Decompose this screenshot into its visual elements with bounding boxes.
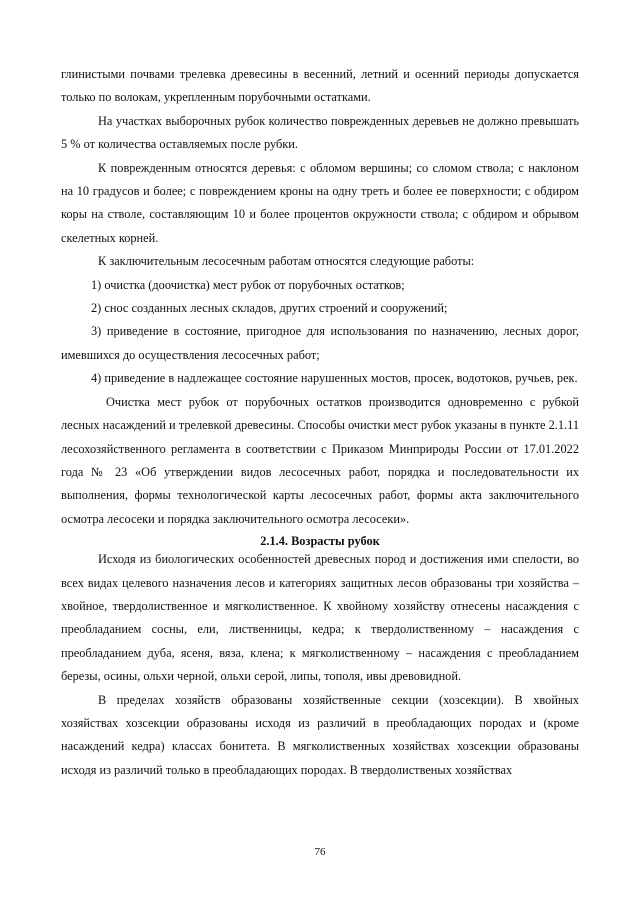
paragraph-site-cleaning: Очистка мест рубок от порубочных остатков производится одновременно с рубкой лесных насаждений и трелевкой древесины. Способы очистки мест рубок указаны в пункте 2.1.11 лесохозяйственного регламента в соответствии с Приказом Минприроды России от 17.01.2022 года № 23 «Об утверждении видов лесосечных работ, порядка и последовательности их выполнения, формы технологической карты лесосечных работ, формы акта заключительного осмотра лесосеки и порядка заключительного осмотра лесосеки». [61, 394, 579, 526]
page-number: 76 [314, 846, 326, 858]
paragraph-sections: В пределах хозяйств образованы хозяйственные секции (хозсекции). В хвойных хозяйствах хозсекции образованы исходя из различий в преобладающих породах и (кроме насаждений кедра) классах бонитета. В мягколиственных хозяйствах хозсекции образованы исходя из различий только в преобладающих породах. В твердолиственых хозяйствах [61, 692, 579, 777]
paragraph-farms: Исходя из биологических особенностей древесных пород и достижения ими спелости, во всех видах целевого назначения лесов и категориях защитных лесов образованы три хозяйства – хвойное, твердолиственное и мягколиственное. К хвойному хозяйству отнесены насаждения с преобладанием сосны, ели, лиственницы, кедра; к твердолиственному – насаждения с преобладанием дуба, ясеня, вяза, клена; к мягколиственному – насаждения с преобладанием березы, осины, ольхи черной, ольхи серой, липы, тополя, ивы древовидной. [61, 552, 579, 684]
list-item-roads: 3) приведение в состояние, пригодное для использования по назначению, лесных дорог, имевшихся до осуществления лесосечных работ; [61, 324, 579, 362]
paragraph-damage-limit: На участках выборочных рубок количество поврежденных деревьев не должно превышать 5 % от количества оставляемых после рубки. [61, 113, 579, 152]
list-item-bridges: 4) приведение в надлежащее состояние нарушенных мостов, просек, водотоков, ручьев, рек. [91, 371, 578, 386]
section-heading: 2.1.4. Возрасты рубок [260, 534, 380, 549]
paragraph-final-works-intro: К заключительным лесосечным работам относятся следующие работы: [98, 254, 475, 269]
list-item-cleaning: 1) очистка (доочистка) мест рубок от порубочных остатков; [91, 277, 405, 292]
page-body [61, 63, 579, 782]
paragraph-damaged-trees: К поврежденным относятся деревья: с обломом вершины; со сломом ствола; с наклоном на 10 градусов и более; с повреждением кроны на одну треть и более ее поверхности; с обдиром коры на стволе, составляющим 10 и более процентов окружности ствола; с обдиром и обрывом скелетных корней. [61, 160, 579, 245]
paragraph-skidding: глинистыми почвами трелевка древесины в весенний, летний и осенний периоды допускается только по волокам, укрепленным порубочными остатками. [61, 67, 579, 105]
list-item-demolition: 2) снос созданных лесных складов, других строений и сооружений; [91, 301, 448, 316]
